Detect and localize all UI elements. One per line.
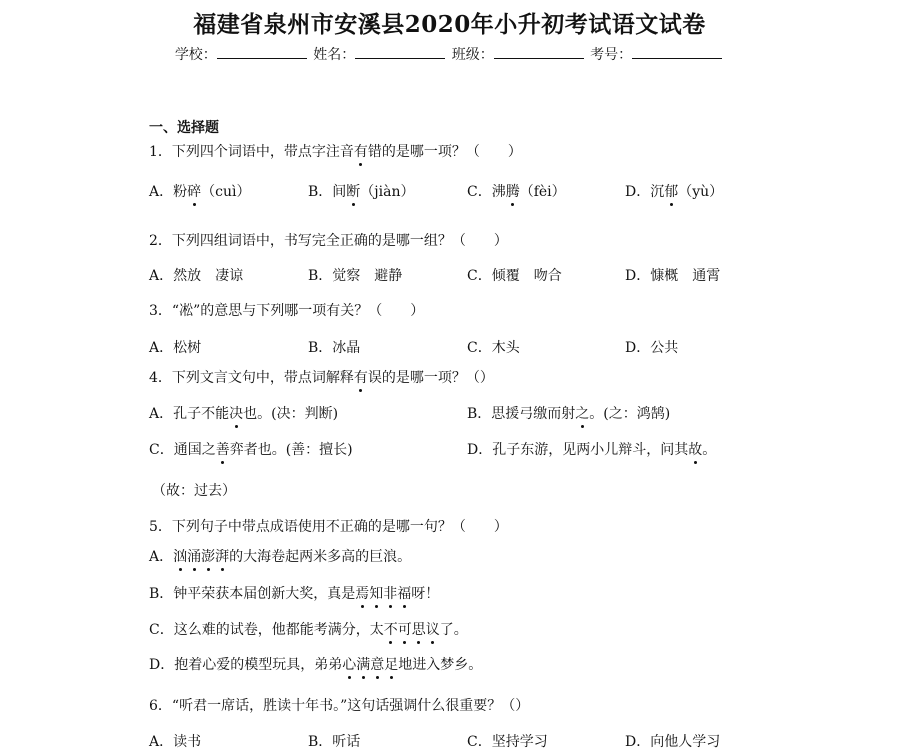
dotted-char: 郁 xyxy=(664,184,679,200)
q4-stem xyxy=(149,367,494,387)
option-text: 也。(决：判断) xyxy=(243,406,339,422)
option-text: 呀！ xyxy=(411,586,440,602)
name-blank xyxy=(355,44,445,59)
dotted-char: 焉 xyxy=(355,586,370,602)
option-text: 。 xyxy=(702,442,717,458)
option-text: A．孔子不能 xyxy=(149,406,230,422)
q1-stem xyxy=(149,141,522,161)
dotted-char: 议 xyxy=(425,622,440,638)
option-text: A．粉 xyxy=(149,184,188,200)
option-text: B．钟平荣获本届创新大奖，真是 xyxy=(149,586,356,602)
dotted-idiom xyxy=(173,549,229,565)
dotted-char: 不 xyxy=(383,622,398,638)
dotted-char: 汹 xyxy=(173,549,188,565)
option-text: （yù） xyxy=(678,184,724,200)
option-text: （fèi） xyxy=(519,184,566,200)
dotted-char: 可 xyxy=(397,622,412,638)
option-text: D．沉 xyxy=(625,184,665,200)
option-text: A． xyxy=(149,549,174,565)
q2-option-a: A．然放 凄谅 xyxy=(149,268,244,284)
dotted-char: 决 xyxy=(229,406,244,422)
option-text: （jiàn） xyxy=(360,184,415,200)
option-text: B．间 xyxy=(308,184,347,200)
dotted-char: 满 xyxy=(356,657,371,673)
option-text: 弈者也。(善：擅长) xyxy=(229,442,353,458)
dotted-char: 故 xyxy=(688,442,703,458)
q1-option-b xyxy=(308,181,414,201)
dotted-char: 福 xyxy=(397,586,412,602)
option-text: B．思援弓缴而射 xyxy=(467,406,576,422)
dotted-idiom xyxy=(355,586,411,602)
dotted-char: 腾 xyxy=(505,184,520,200)
q3-option-b: B．冰晶 xyxy=(308,340,361,356)
q5-option-a xyxy=(149,546,411,566)
q1-stem-part: 错的是哪一项？（ ） xyxy=(367,144,522,160)
option-text: 。(之：鸿鹄) xyxy=(589,406,671,422)
q1-stem-part: 1．下列四个词语中，带点字注音 xyxy=(149,144,354,160)
dotted-char: 心 xyxy=(342,657,357,673)
school-label: 学校： xyxy=(174,47,217,63)
option-text: 了。 xyxy=(439,622,468,638)
q3-stem: 3．“凇”的意思与下列哪一项有关？（ ） xyxy=(149,303,425,319)
q3-option-a: A．松树 xyxy=(149,340,202,356)
option-text: C．通国之 xyxy=(149,442,216,458)
dotted-char: 澎 xyxy=(201,549,216,565)
q6-option-b: B．听话 xyxy=(308,734,361,750)
class-blank xyxy=(494,44,584,59)
option-text: C．沸 xyxy=(467,184,506,200)
school-blank xyxy=(217,44,307,59)
exam-title: 福建省泉州市安溪县2020年小升初考试语文试卷 xyxy=(193,11,706,38)
section-heading: 一、选择题 xyxy=(149,120,219,136)
q6-option-c: C．坚持学习 xyxy=(467,734,548,750)
q6-option-d: D．向他人学习 xyxy=(625,734,721,750)
q4-stem-part: 误的是哪一项？（） xyxy=(367,370,494,386)
q2-stem: 2．下列四组词语中，书写完全正确的是哪一组？（ ） xyxy=(149,233,508,249)
q1-option-c xyxy=(467,181,566,201)
dotted-char: 意 xyxy=(370,657,385,673)
q2-option-c: C．倾覆 吻合 xyxy=(467,268,562,284)
q1-option-d xyxy=(625,181,723,201)
option-text: （cuì） xyxy=(201,184,251,200)
option-text: 的大海卷起两米多高的巨浪。 xyxy=(229,549,412,565)
dotted-char: 足 xyxy=(384,657,399,673)
q1-option-a xyxy=(149,181,250,201)
q6-stem: 6．“听君一席话，胜读十年书。”这句话强调什么很重要？（） xyxy=(149,698,530,714)
option-text: C．这么难的试卷，他都能考满分，太 xyxy=(149,622,384,638)
option-text: D．孔子东游，见两小儿辩斗，问其 xyxy=(467,442,689,458)
q4-stem-part: 4．下列文言文句中，带点词解释 xyxy=(149,370,354,386)
q4-option-d-continuation: （故：过去） xyxy=(152,483,236,499)
option-text: D．抱着心爱的模型玩具，弟弟 xyxy=(149,657,343,673)
name-label: 姓名： xyxy=(313,47,356,63)
class-label: 班级： xyxy=(451,47,494,63)
dotted-char: 非 xyxy=(383,586,398,602)
q5-option-d xyxy=(149,654,482,674)
dotted-char: 善 xyxy=(215,442,230,458)
q2-option-d: D．慷概 通霄 xyxy=(625,268,721,284)
option-text: 地进入梦乡。 xyxy=(398,657,483,673)
q5-option-c xyxy=(149,619,468,639)
q4-option-d xyxy=(467,439,716,459)
dotted-char: 思 xyxy=(411,622,426,638)
q1-stem-dotted: 有 xyxy=(353,144,368,160)
dotted-char: 湃 xyxy=(215,549,230,565)
q4-option-c xyxy=(149,439,353,459)
dotted-char: 断 xyxy=(346,184,361,200)
q3-option-d: D．公共 xyxy=(625,340,679,356)
dotted-idiom xyxy=(342,657,398,673)
q4-stem-dotted: 有 xyxy=(353,370,368,386)
dotted-char: 碎 xyxy=(187,184,202,200)
q2-option-b: B．觉察 避静 xyxy=(308,268,403,284)
q3-option-c: C．木头 xyxy=(467,340,520,356)
dotted-idiom xyxy=(384,622,440,638)
q4-option-a xyxy=(149,403,338,423)
dotted-char: 涌 xyxy=(187,549,202,565)
student-info-line xyxy=(0,44,899,64)
q4-option-b xyxy=(467,403,670,423)
dotted-char: 之 xyxy=(575,406,590,422)
dotted-char: 知 xyxy=(369,586,384,602)
q5-stem: 5．下列句子中带点成语使用不正确的是哪一句？（ ） xyxy=(149,519,508,535)
q6-option-a: A．读书 xyxy=(149,734,202,750)
q5-option-b xyxy=(149,583,439,603)
exam-number-label: 考号： xyxy=(590,47,633,63)
exam-number-blank xyxy=(632,44,722,59)
